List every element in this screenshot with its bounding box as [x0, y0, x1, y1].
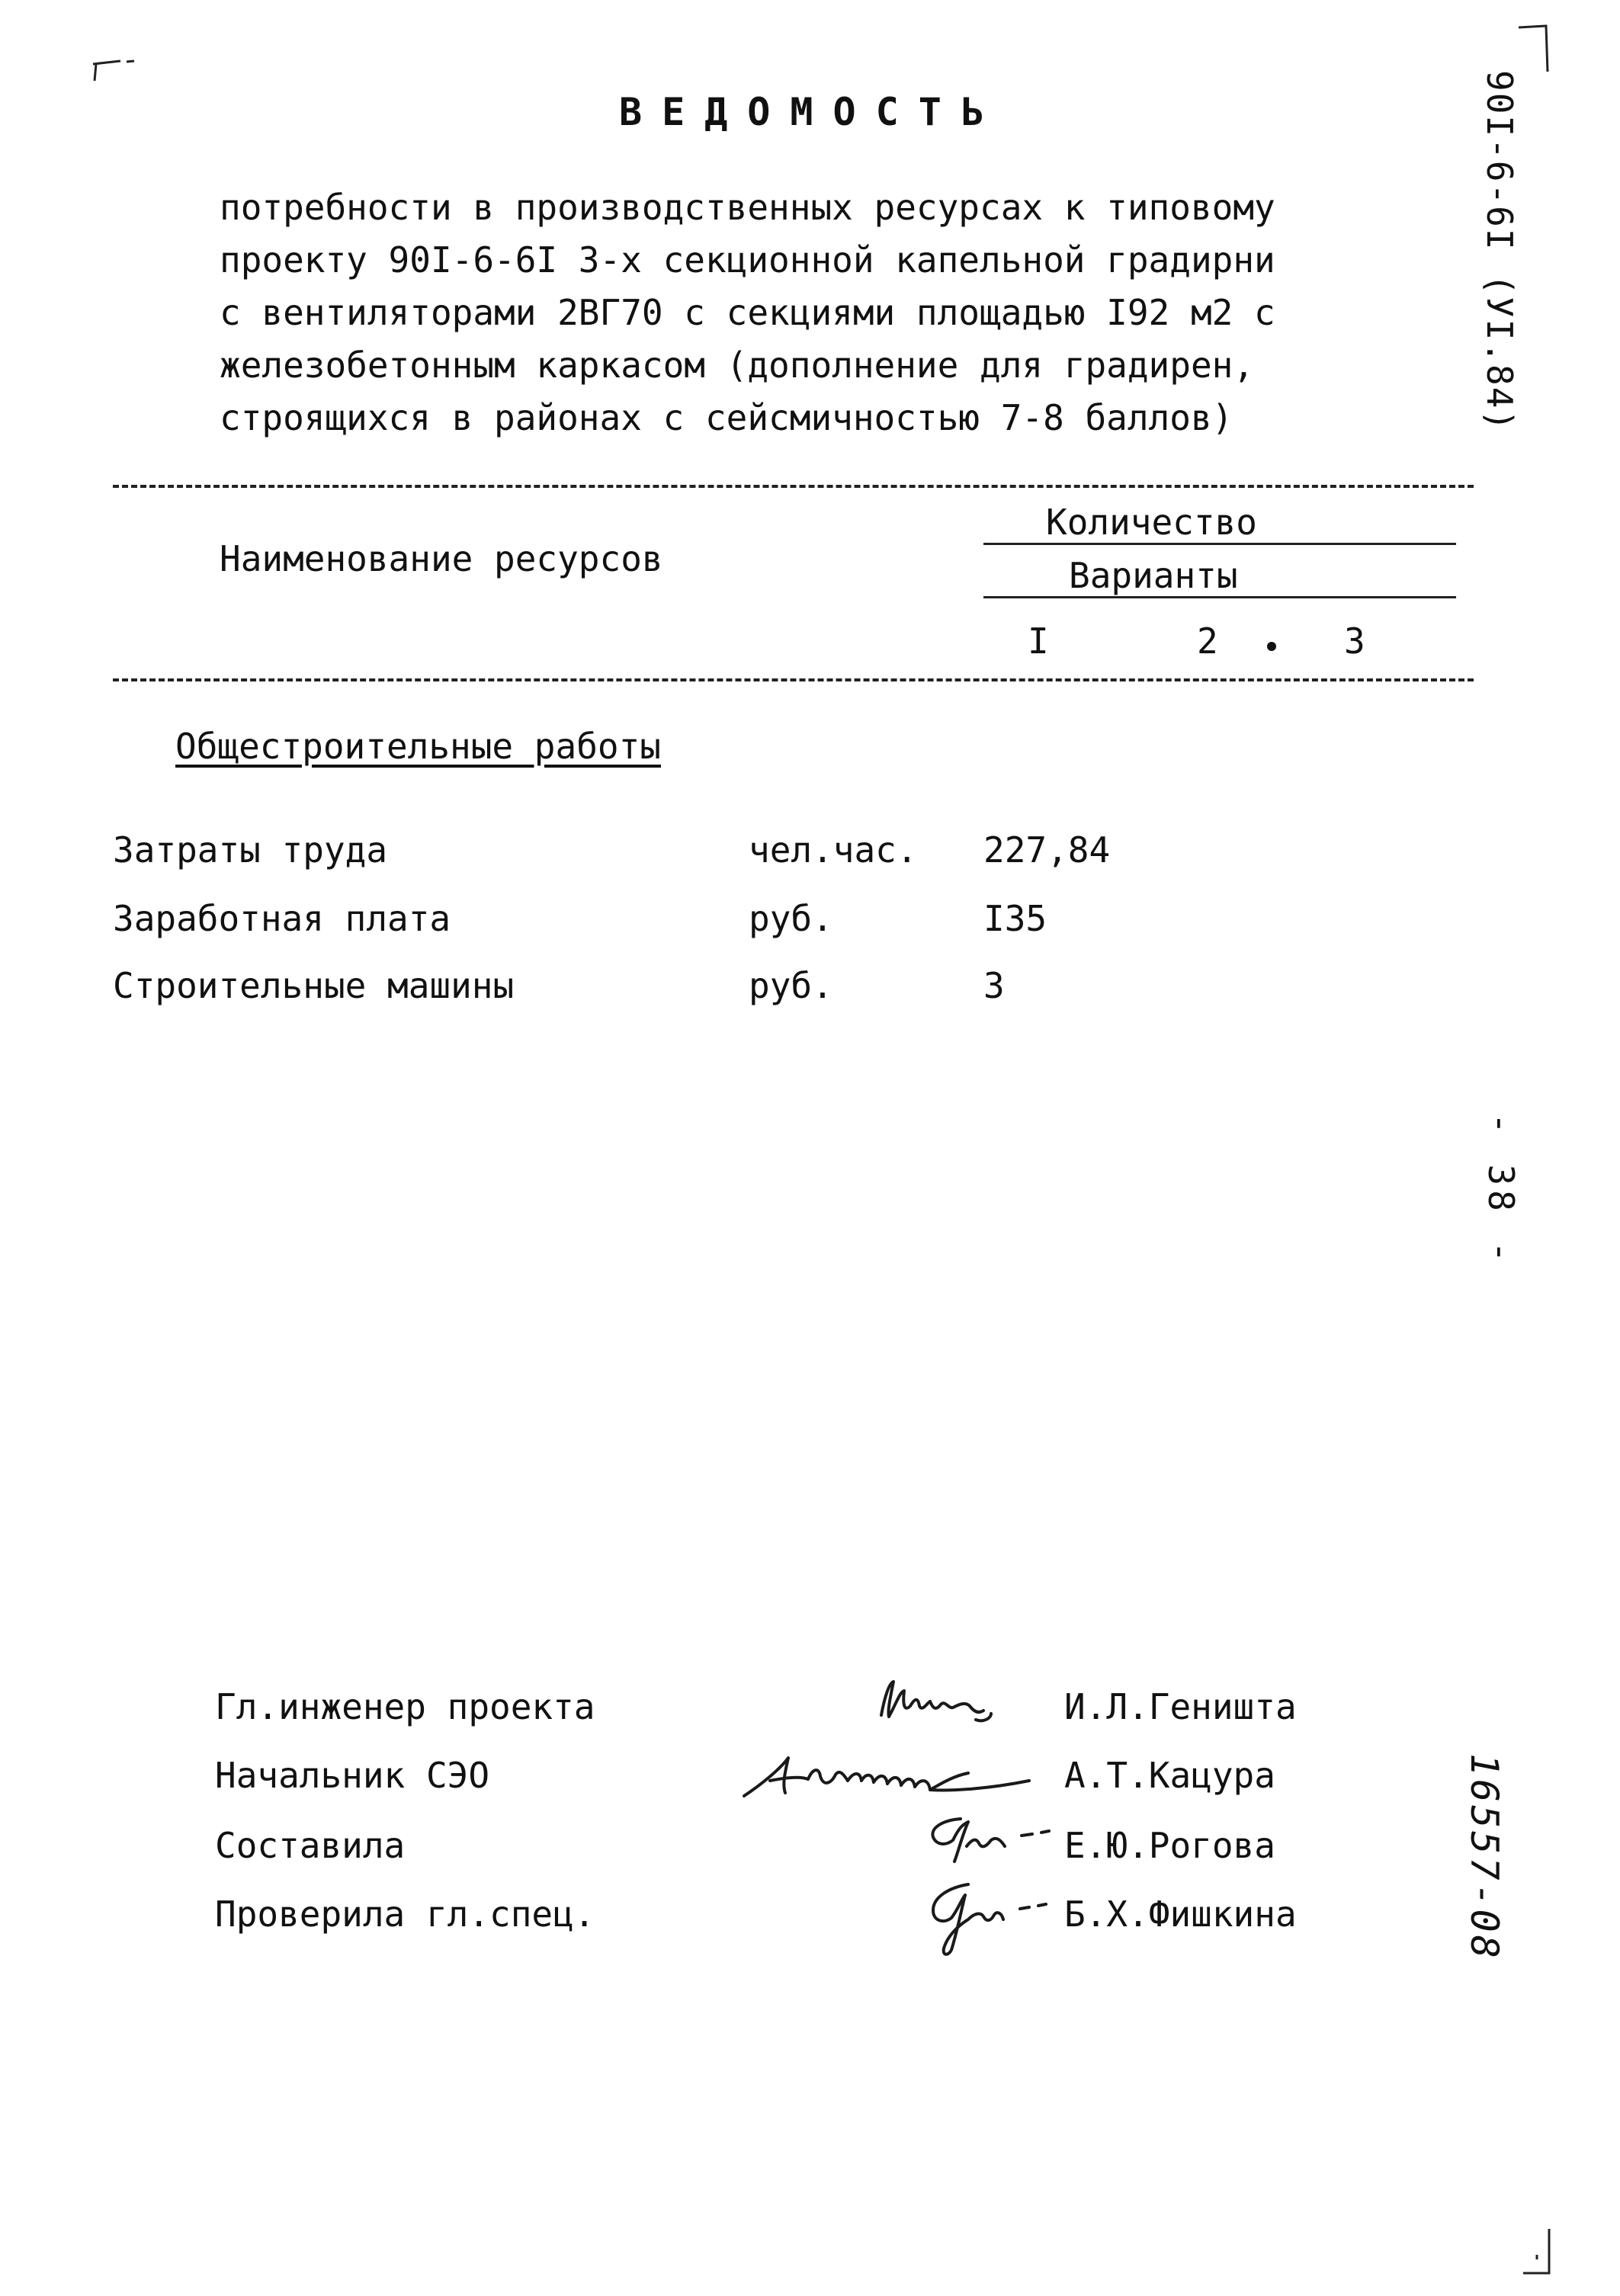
- handwritten-signature: [877, 1676, 1014, 1729]
- project-code-vertical: 90I-6-6I (УI.84): [1479, 70, 1520, 433]
- variant-label: 3: [1344, 620, 1365, 662]
- row-name: Строительные машины: [113, 965, 515, 1006]
- signature-role: Начальник СЭО: [215, 1755, 490, 1796]
- handwritten-signature: [739, 1746, 1060, 1807]
- page-number: - 38 -: [1480, 1113, 1522, 1268]
- row-value: 3: [983, 965, 1005, 1006]
- corner-mark-top-left: [90, 59, 137, 82]
- table-top-rule: [113, 485, 1474, 488]
- column-header-variants: Варианты: [1069, 555, 1238, 596]
- signature-role: Проверила гл.спец.: [215, 1894, 595, 1935]
- handwritten-signature: [907, 1813, 1067, 1874]
- archive-number: 16557-08: [1462, 1753, 1506, 1961]
- corner-mark-top-right: [1517, 21, 1551, 75]
- ink-dot: [1264, 639, 1279, 654]
- row-unit: руб.: [749, 965, 833, 1006]
- variant-label: 2: [1197, 620, 1218, 662]
- table-header-bottom-rule: [113, 678, 1474, 681]
- signature-name: И.Л.Геништа: [1064, 1686, 1297, 1727]
- variants-underline: [983, 596, 1456, 598]
- corner-mark-bottom-right: [1522, 2226, 1552, 2279]
- signature-role: Составила: [215, 1825, 406, 1866]
- document-title: ВЕДОМОСТЬ: [619, 90, 1004, 134]
- row-value: 227,84: [983, 829, 1111, 871]
- subtitle-line: потребности в производственных ресурсах к типовому: [220, 187, 1275, 228]
- section-title: Общестроительные работы: [175, 726, 661, 767]
- row-value: I35: [983, 898, 1047, 939]
- document-subtitle: [220, 181, 1409, 444]
- quantity-underline: [983, 543, 1456, 545]
- column-header-quantity: Количество: [1046, 502, 1257, 543]
- signature-role: Гл.инженер проекта: [215, 1686, 595, 1727]
- row-name: Заработная плата: [113, 898, 451, 939]
- signature-name: А.Т.Кацура: [1064, 1755, 1275, 1796]
- subtitle-line: железобетонным каркасом (дополнение для градирен,: [220, 345, 1255, 386]
- column-header-resource-name: Наименование ресурсов: [220, 538, 663, 579]
- subtitle-line: строящихся в районах с сейсмичностью 7-8 баллов): [220, 397, 1233, 438]
- subtitle-line: с вентиляторами 2ВГ70 с секциями площадью I92 м2 с: [220, 292, 1275, 333]
- signature-name: Б.Х.Фишкина: [1064, 1894, 1297, 1935]
- row-unit: руб.: [749, 898, 833, 939]
- row-name: Затраты труда: [113, 829, 388, 871]
- row-unit: чел.час.: [749, 829, 918, 871]
- subtitle-line: проекту 90I-6-6I 3-х секционной капельной градирни: [220, 239, 1275, 281]
- signature-name: Е.Ю.Рогова: [1064, 1825, 1275, 1866]
- variant-label: I: [1028, 620, 1049, 662]
- handwritten-signature: [907, 1877, 1067, 1961]
